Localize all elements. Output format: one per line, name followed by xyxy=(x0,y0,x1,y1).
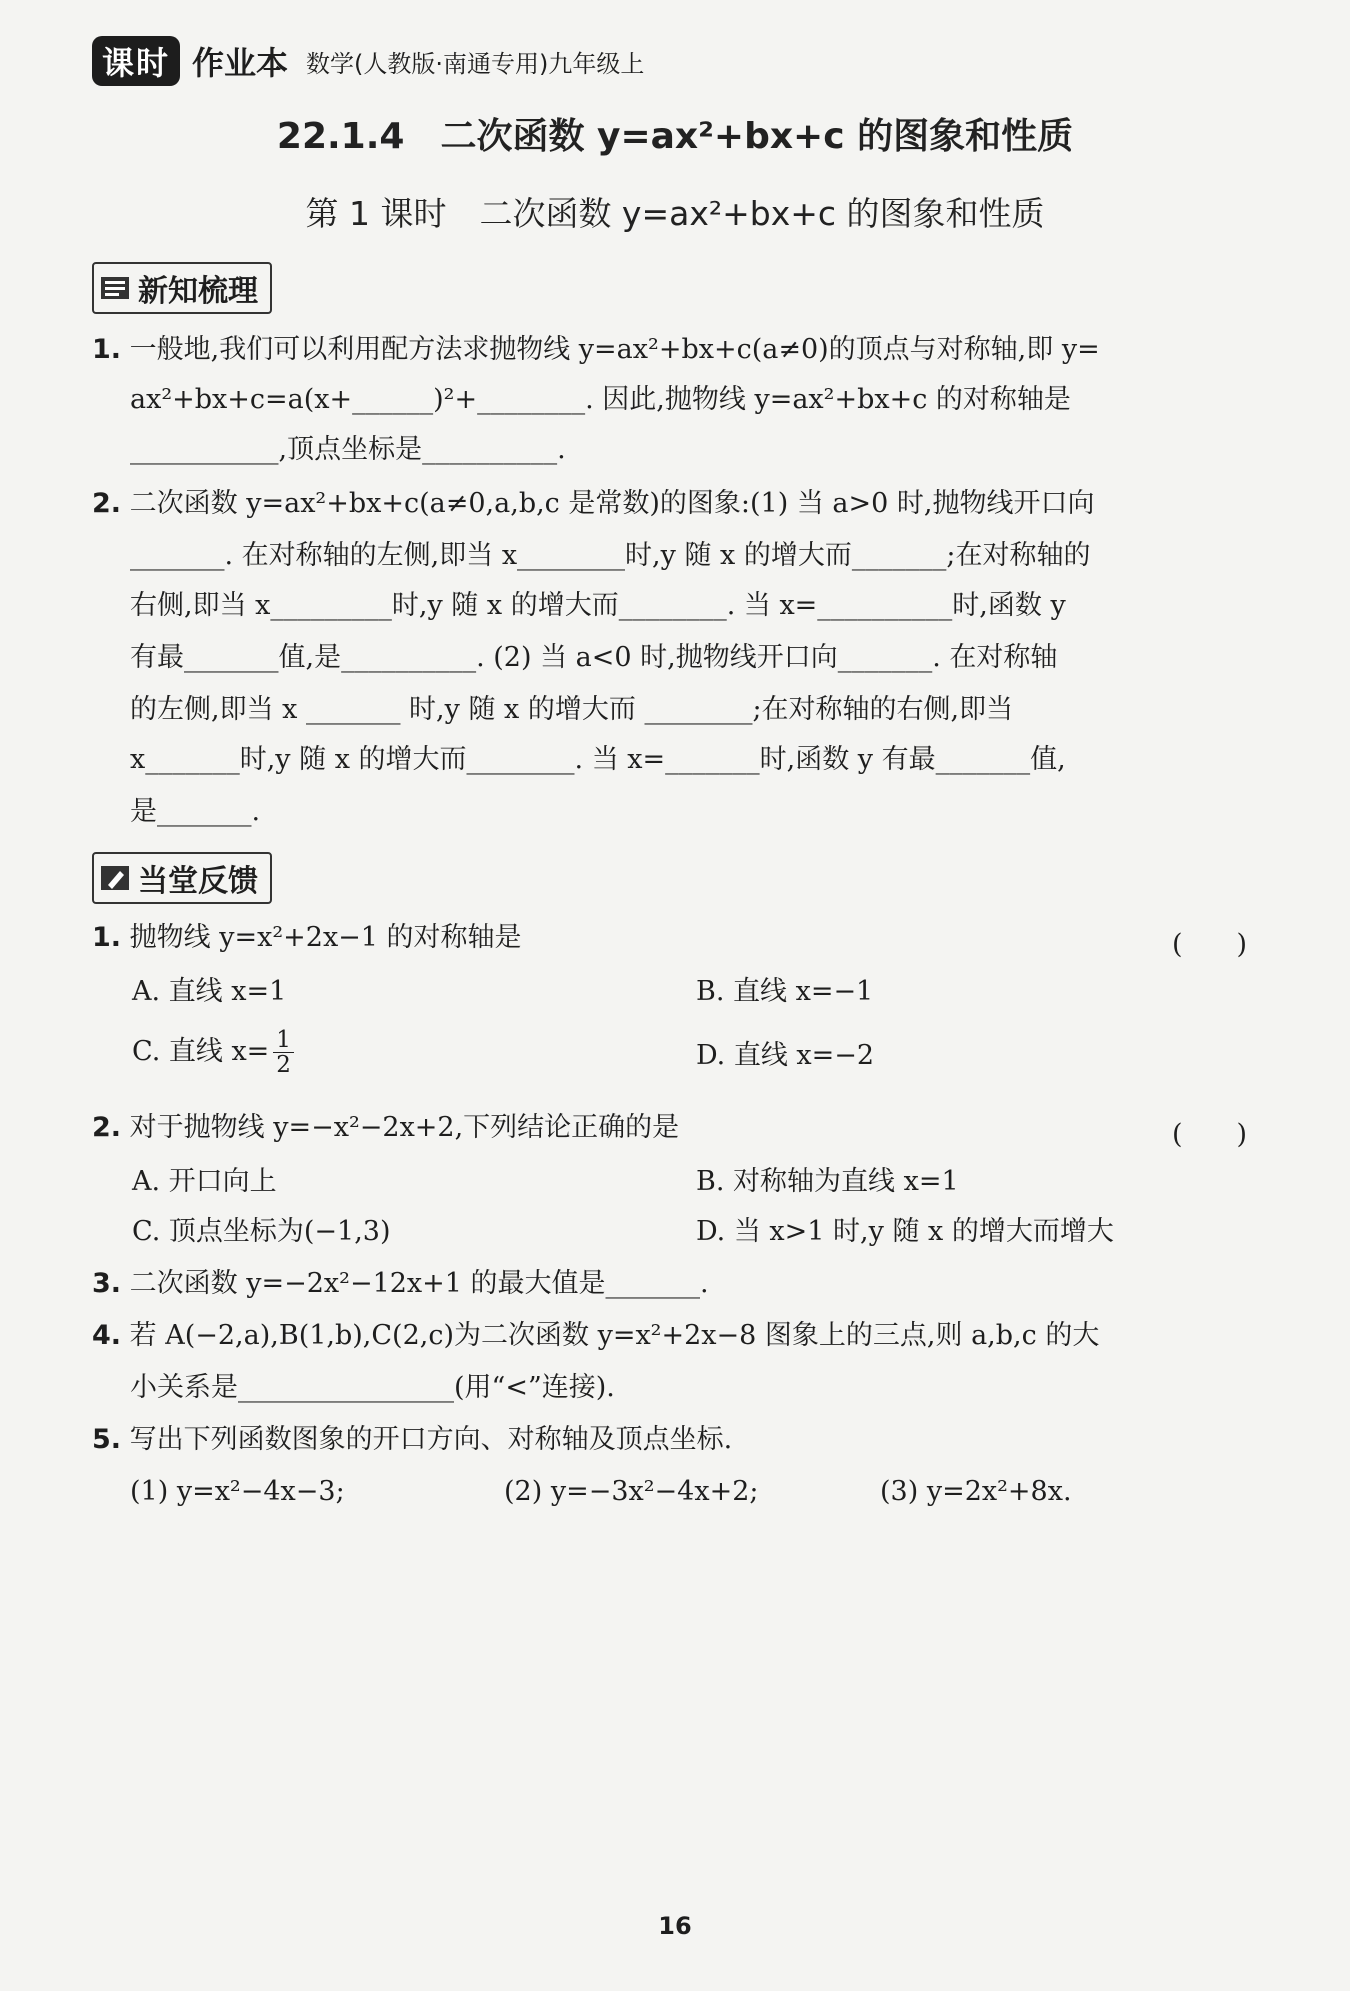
nk-q2-line2: _______. 在对称轴的左侧,即当 x________时,y 随 x 的增大而_______;在对称轴的 xyxy=(130,540,1091,571)
answer-bracket: ( ) xyxy=(1172,1119,1248,1150)
option-d: D. 当 x>1 时,y 随 x 的增大而增大 xyxy=(696,1216,1114,1247)
fb-q5-part3: (3) y=2x²+8x. xyxy=(880,1476,1072,1507)
nk-q1-line2: ax²+bx+c=a(x+______)²+________. 因此,抛物线 y=ax²+bx+c 的对称轴是 xyxy=(130,384,1071,415)
nk-q2-line6: x_______时,y 随 x 的增大而________. 当 x=_______时,函数 y 有最_______值, xyxy=(130,744,1066,775)
series-name: 作业本 xyxy=(192,44,289,82)
section-label: 新知梳理 xyxy=(138,274,258,309)
option-c: C. 顶点坐标为(−1,3) xyxy=(132,1216,391,1247)
option-c: C. 直线 x= $\frac{1}{2}$ xyxy=(132,1028,294,1077)
subject-label: 数学(人教版·南通专用)九年级上 xyxy=(306,49,645,78)
nk-q2-line4: 有最_______值,是__________. (2) 当 a<0 时,抛物线开口向_______. 在对称轴 xyxy=(130,642,1058,673)
lesson-subtitle: 第 1 课时 二次函数 y=ax²+bx+c 的图象和性质 xyxy=(305,194,1045,233)
nk-q1-line3: ___________,顶点坐标是__________. xyxy=(130,434,566,465)
page-number: 16 xyxy=(658,1912,692,1940)
fb-q4-line2: 小关系是________________(用“<”连接). xyxy=(130,1372,615,1403)
series-logo: 课时 xyxy=(92,36,180,86)
option-a: A. 开口向上 xyxy=(132,1166,277,1197)
fb-q3: 3. 二次函数 y=−2x²−12x+1 的最大值是_______. xyxy=(92,1268,709,1299)
section-label: 当堂反馈 xyxy=(138,864,258,899)
fb-q5-stem: 5. 写出下列函数图象的开口方向、对称轴及顶点坐标. xyxy=(92,1424,733,1455)
fraction: $\frac{1}{2}$ xyxy=(273,1028,294,1077)
nk-q2-line5: 的左侧,即当 x _______ 时,y 随 x 的增大而 ________;在对称轴的右侧,即当 xyxy=(130,694,1014,725)
section-new-knowledge xyxy=(92,262,272,314)
fb-q5-part2: (2) y=−3x²−4x+2; xyxy=(504,1476,759,1507)
nk-q2-line1: 2. 二次函数 y=ax²+bx+c(a≠0,a,b,c 是常数)的图象:(1) 当 a>0 时,抛物线开口向 xyxy=(92,488,1095,519)
nk-q2-line7: 是_______. xyxy=(130,796,261,827)
option-a: A. 直线 x=1 xyxy=(132,976,287,1007)
option-b: B. 直线 x=−1 xyxy=(696,976,874,1007)
nk-q2-line3: 右侧,即当 x_________时,y 随 x 的增大而________. 当 x=__________时,函数 y xyxy=(130,590,1066,621)
option-d: D. 直线 x=−2 xyxy=(696,1040,875,1071)
fb-q1-stem: 1. 抛物线 y=x²+2x−1 的对称轴是 xyxy=(92,922,522,953)
section-feedback xyxy=(92,852,272,904)
fb-q2-stem: 2. 对于抛物线 y=−x²−2x+2,下列结论正确的是 xyxy=(92,1112,680,1143)
book-icon xyxy=(100,275,130,301)
page-header xyxy=(92,36,644,86)
fb-q5-part1: (1) y=x²−4x−3; xyxy=(130,1476,345,1507)
nk-q1-line1: 1. 一般地,我们可以利用配方法求抛物线 y=ax²+bx+c(a≠0)的顶点与对称轴,即 y= xyxy=(92,334,1100,365)
option-b: B. 对称轴为直线 x=1 xyxy=(696,1166,959,1197)
answer-bracket: ( ) xyxy=(1172,929,1248,960)
pencil-note-icon xyxy=(100,865,130,891)
fb-q4-line1: 4. 若 A(−2,a),B(1,b),C(2,c)为二次函数 y=x²+2x−8 图象上的三点,则 a,b,c 的大 xyxy=(92,1320,1100,1351)
lesson-title: 22.1.4 二次函数 y=ax²+bx+c 的图象和性质 xyxy=(276,116,1074,157)
